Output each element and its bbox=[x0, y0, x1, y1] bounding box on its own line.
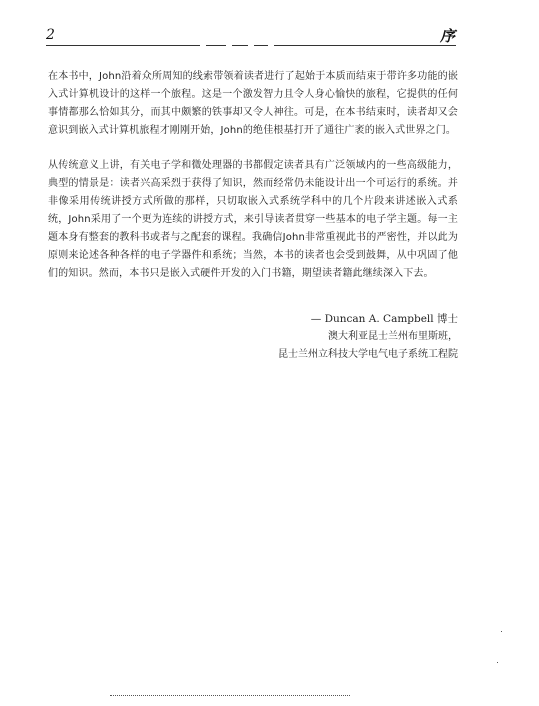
signature-name: — Duncan A. Campbell 博士 bbox=[310, 313, 458, 325]
page-number: 2 bbox=[46, 27, 55, 43]
body-paragraph-2: 从传统意义上讲，有关电子学和微处理器的书都假定读者具有广泛领域内的一些高级能力，典型的情景是：读者兴高采烈于获得了知识，然而经常仍未能设计出一个可运行的系统。并非像采用传统讲授方式所做的那样，只切取嵌入式系统学科中的几个片段来讲述嵌入式系统，John采用了一个更为连续的讲授方式，来引导读者贯穿一些基本的电子学主题。每一主题本身有整套的教科书或者与之配套的课程。我确信John非常重视此书的严密性，并以此为原则来论述各种各样的电子学器件和系统；当然，本书的读者也会受到鼓舞，从中巩固了他们的知识。然而，本书只是嵌入式硬件开发的入门书籍，期望读者籍此继续深入下去。 bbox=[48, 160, 458, 279]
header-rule-gap bbox=[268, 43, 274, 48]
header-rule-gap bbox=[248, 43, 254, 48]
signature-location: 澳大利亚昆士兰州布里斯班， bbox=[328, 331, 458, 342]
header-rule-gap bbox=[200, 43, 206, 48]
scan-speck bbox=[497, 662, 498, 663]
section-label: 序 bbox=[440, 27, 456, 45]
signature-block bbox=[278, 310, 458, 364]
header-rule-gap bbox=[226, 43, 232, 48]
signature-affiliation: 昆士兰州立科技大学电气电子系统工程院 bbox=[278, 349, 458, 360]
scan-noise-line bbox=[110, 695, 350, 696]
scan-speck bbox=[501, 631, 502, 632]
body-paragraph-1: 在本书中，John沿着众所周知的线索带领着读者进行了起始于本质而结束于带许多功能的嵌入式计算机设计的这样一个旅程。这是一个激发智力且令人身心愉快的旅程，它提供的任何事情都那么恰如其分，而其中颇繁的铁事却又令人神往。可是，在本书结束时，读者却又会意识到嵌入式计算机旅程才刚刚开始，John的绝佳根基打开了通往广袤的嵌入式世界之门。 bbox=[48, 71, 458, 136]
